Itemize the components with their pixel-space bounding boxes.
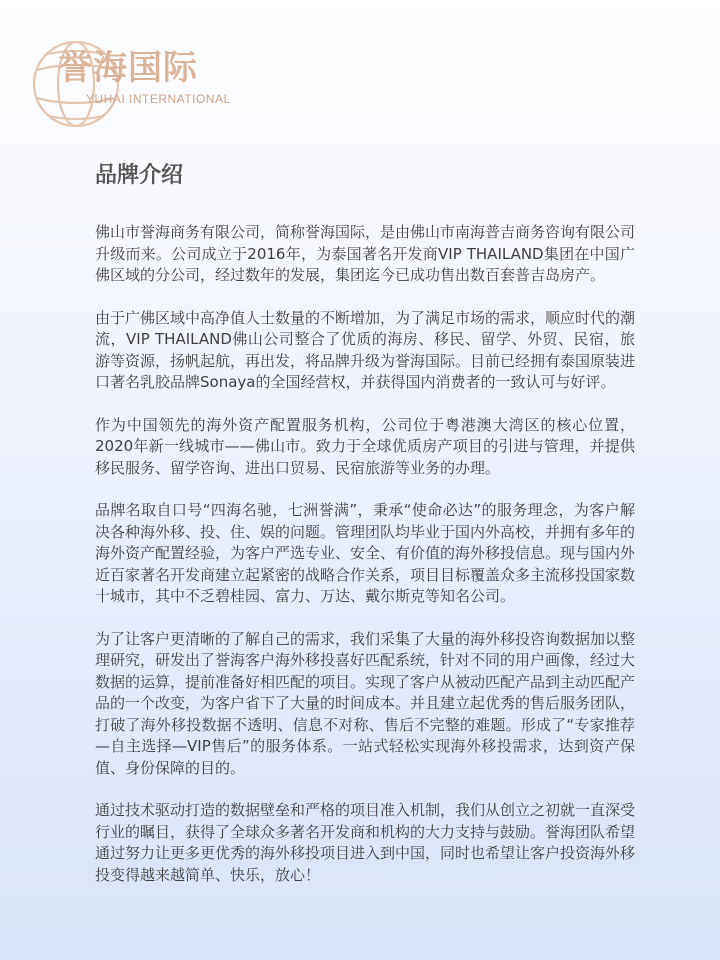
- intro-paragraph-6: 通过技术驱动打造的数据壁垒和严格的项目准入机制，我们从创立之初就一直深受行业的瞩目，获得了全球众多著名开发商和机构的大力支持与鼓励。誉海团队希望通过努力让更多更优秀的海外移投项目进入到中国，同时也希望让客户投资海外移投变得越来越简单、快乐，放心！: [95, 801, 636, 884]
- intro-paragraph-4: 品牌名取自口号“四海名驰，七洲誉满”，秉承“使命必达”的服务理念，为客户解决各种海外移、投、住、娱的问题。管理团队均毕业于国内外高校，并拥有多年的海外资产配置经验，为客户严选专业、安全、有价值的海外移投信息。现与国内外近百家著名开发商建立起紧密的战略合作关系，项目目标覆盖众多主流移投国家数十城市，其中不乏碧桂园、富力、万达、戴尔斯克等知名公司。: [95, 501, 636, 605]
- intro-paragraph-2: 由于广佛区域中高净值人士数量的不断增加，为了满足市场的需求，顺应时代的潮流，VIP THAILAND佛山公司整合了优质的海房、移民、留学、外贸、民宿，旅游等资源，扬帆起航，再出发，将品牌升级为誉海国际。目前已经拥有泰国原装进口著名乳胶品牌Sonaya的全国经营权，并获得国内消费者的一致认可与好评。: [95, 308, 636, 391]
- logo-name-en: YUHAI INTERNATIONAL: [86, 92, 231, 106]
- intro-paragraph-5: 为了让客户更清晰的了解自己的需求，我们采集了大量的海外移投咨询数据加以整理研究，研发出了誉海客户海外移投喜好匹配系统，针对不同的用户画像，经过大数据的运算，提前准备好相匹配的项目。实现了客户从被动匹配产品到主动匹配产品的一个改变，为客户省下了大量的时间成本。并且建立起优秀的售后服务团队，打破了海外移投数据不透明、信息不对称、售后不完整的难题。形成了“专家推荐—自主选择—VIP售后”的服务体系。一站式轻松实现海外移投需求，达到资产保值、身份保障的目的。: [95, 629, 636, 777]
- company-logo: [28, 36, 248, 132]
- logo-name-cn: 誉海国际: [58, 48, 198, 88]
- intro-paragraph-1: 佛山市誉海商务有限公司，简称誉海国际，是由佛山市南海普吉商务咨询有限公司升级而来。公司成立于2016年，为泰国著名开发商VIP THAILAND集团在中国广佛区域的分公司，经过数年的发展，集团迄今已成功售出数百套普吉岛房产。: [95, 223, 636, 284]
- brand-intro-section: [95, 160, 635, 907]
- intro-paragraph-3: 作为中国领先的海外资产配置服务机构，公司位于粤港澳大湾区的核心位置，2020年新一线城市——佛山市。致力于全球优质房产项目的引进与管理，并提供移民服务、留学咨询、进出口贸易、民宿旅游等业务的办理。: [95, 415, 635, 477]
- page-title: 品牌介绍: [95, 163, 184, 188]
